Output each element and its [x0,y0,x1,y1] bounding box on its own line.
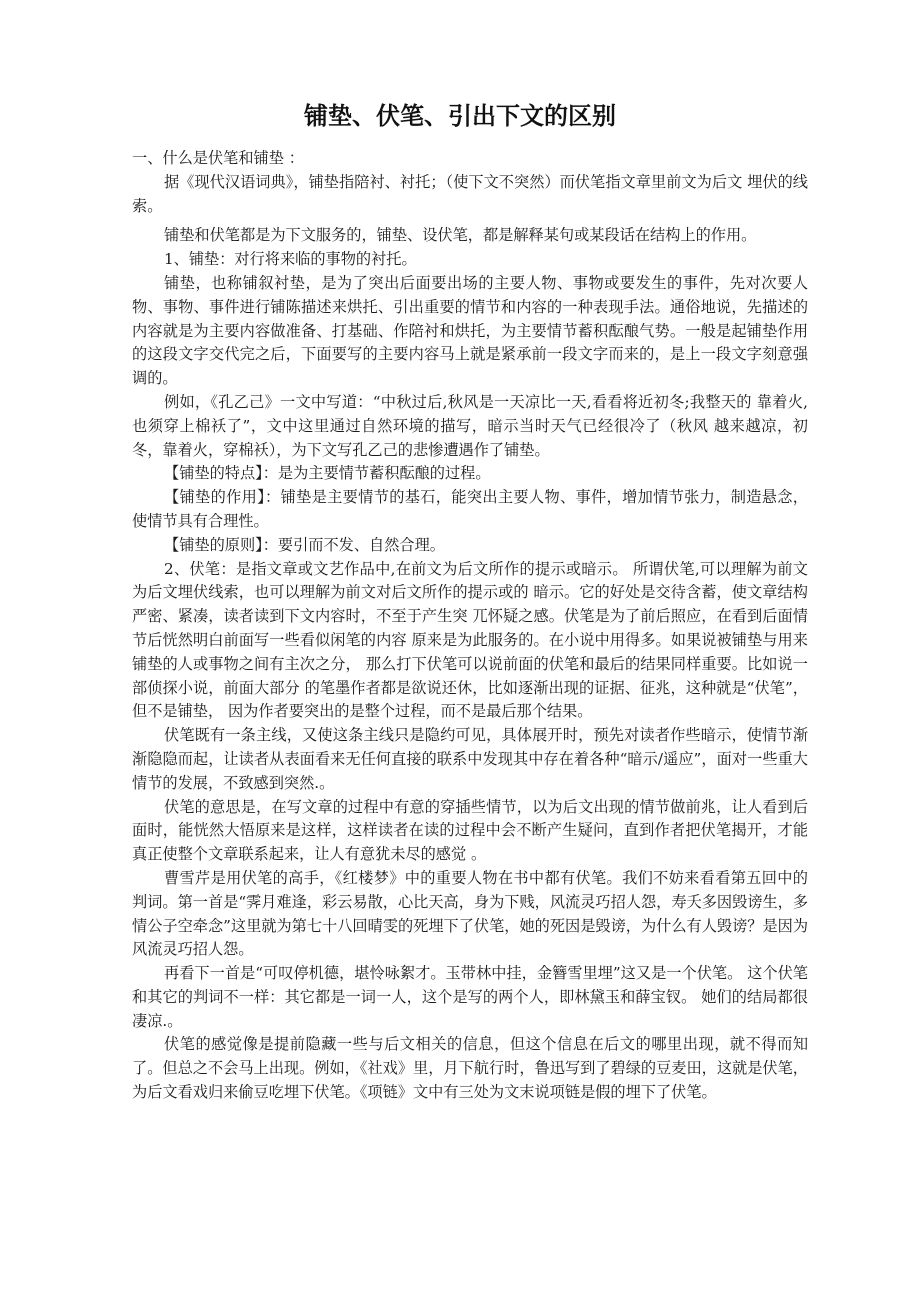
document-title: 铺垫、伏笔、引出下文的区别 [304,102,616,130]
paragraph: 铺垫和伏笔都是为下文服务的，铺垫、设伏笔，都是解释某句或某段话在结构上的作用。 [164,226,757,245]
paragraph: 铺垫，也称铺叙衬垫，是为了突出后面要出场的主要人物、事物或要发生的事件，先对次要人物、事物、事件进行铺陈描述来烘托、引出重要的情节和内容的一种表现手法。通俗地说，先描述的内容就是为主要内容做准备、打基础、作陪衬和烘托，为主要情节蓄积酝酿气势。一般是起铺垫作用的这段文字交代完之后，下面要写的主要内容马上就是紧承前一段文字而来的，是上一段文字刻意强调的。 [132,273,808,388]
paragraph: 伏笔的感觉像是提前隐藏一些与后文相关的信息，但这个信息在后文的哪里出现，就不得而知了。但总之不会马上出现。例如，《社戏》里，月下航行时，鲁迅写到了碧绿的豆麦田，这就是伏笔，为后文看戏归来偷豆吃埋下伏笔。《项链》文中有三处为文末说项链是假的埋下了伏笔。 [132,1035,808,1102]
paragraph: 伏笔的意思是，在写文章的过程中有意的穿插些情节，以为后文出现的情节做前兆，让人看到后面时，能恍然大悟原来是这样，这样读者在读的过程中会不断产生疑问，直到作者把伏笔揭开，才能真正使整个文章联系起来，让人有意犹未尽的感觉 。 [132,797,808,864]
paragraph: 【铺垫的原则】：要引而不发、自然合理。 [164,535,445,554]
paragraph: 例如，《孔乙己》一文中写道：“中秋过后,秋风是一天凉比一天,看看将近初冬;我整天的 靠着火,也须穿上棉袄了”，文中这里通过自然环境的描写，暗示当时天气已经很冷了（秋风 越来越凉，初冬，靠着火，穿棉袄），为下文写孔乙己的悲惨遭遇作了铺垫。 [132,392,808,459]
paragraph: 据《现代汉语词典》，铺垫指陪衬、衬托；（使下文不突然）而伏笔指文章里前文为后文 埋伏的线索。 [132,172,808,215]
paragraph: 伏笔既有一条主线，又使这条主线只是隐约可见，具体展开时，预先对读者作些暗示，使情节渐渐隐隐而起，让读者从表面看来无任何直接的联系中发现其中存在着各种“暗示/遥应”，面对一些重大情节的发展，不致感到突然.。 [132,726,808,792]
paragraph: 再看下一首是“可叹停机德，堪怜咏絮才。玉带林中挂，金簪雪里埋”这又是一个伏笔。 这个伏笔和其它的判词不一样：其它都是一词一人，这个是写的两个人，即林黛玉和薛宝钗。 她们的结局都很凄凉.。 [132,964,808,1030]
paragraph: 2、伏笔：是指文章或文艺作品中,在前文为后文所作的提示或暗示。 所谓伏笔,可以理解为前文为后文埋伏线索，也可以理解为前文对后文所作的提示或的 暗示。它的好处是交待含蓄，使文章结构严密、紧凑，读者读到下文内容时，不至于产生突 兀怀疑之感。伏笔是为了前后照应，在看到后面情节后恍然明白前面写一些看似闲笔的内容 原来是为此服务的。在小说中用得多。如果说被铺垫与用来铺垫的人或事物之间有主次之分， 那么打下伏笔可以说前面的伏笔和最后的结果同样重要。比如说一部侦探小说，前面大部分 的笔墨作者都是欲说还休，比如逐渐出现的证据、征兆，这种就是“伏笔”，但不是铺垫， 因为作者要突出的是整个过程，而不是最后那个结果。 [132,559,808,721]
paragraph: 【铺垫的特点】：是为主要情节蓄积酝酿的过程。 [164,464,491,483]
section-heading: 一、什么是伏笔和铺垫 ： [132,149,304,167]
subsection-heading: 1、铺垫：对行将来临的事物的衬托。 [164,250,417,269]
paragraph: 曹雪芹是用伏笔的高手，《红楼梦》中的重要人物在书中都有伏笔。我们不妨来看看第五回中的判词。第一首是“霁月难逢，彩云易散，心比天高，身为下贱，风流灵巧招人怨，寿夭多因毁谤生，多情公子空牵念”这里就为第七十八回晴雯的死埋下了伏笔，她的死因是毁谤，为什么有人毁谤？是因为风流灵巧招人怨。 [132,868,809,959]
paragraph: 【铺垫的作用】：铺垫是主要情节的基石，能突出主要人物、事件，增加情节张力，制造悬念，使情节具有合理性。 [132,488,808,530]
document-body [132,147,808,1105]
